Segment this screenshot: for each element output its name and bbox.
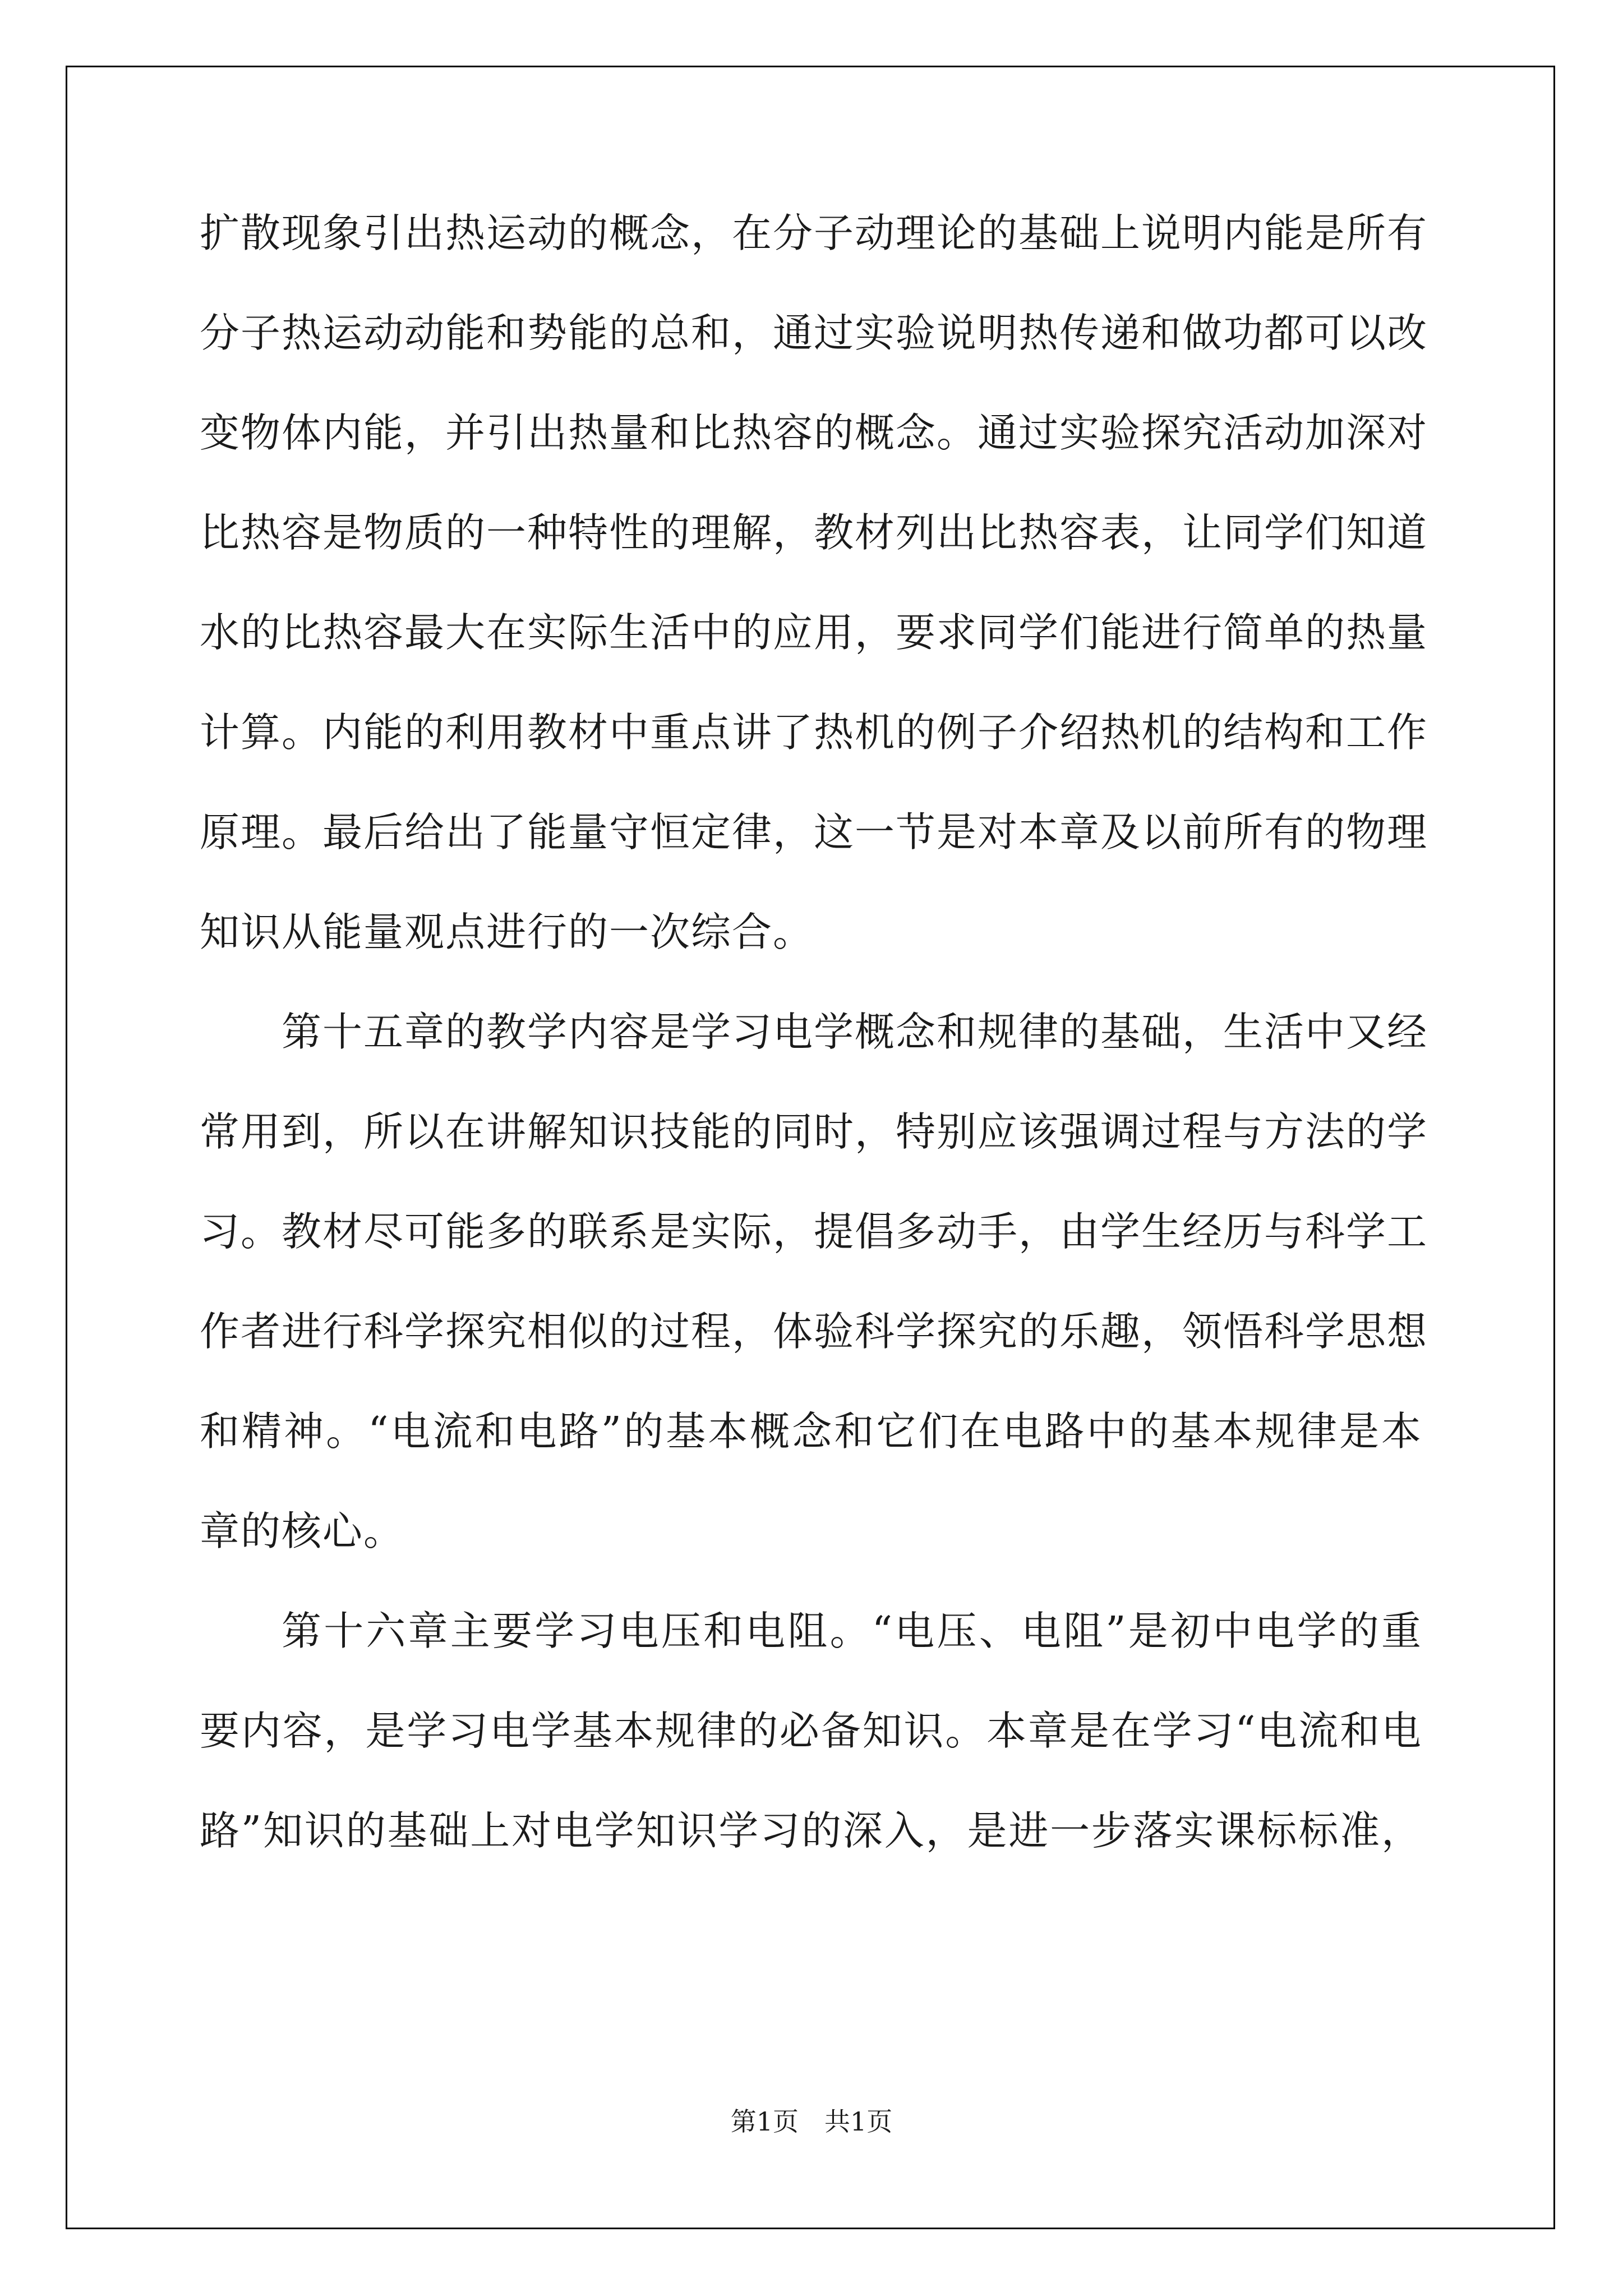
text-line: 要内容，是学习电学基本规律的必备知识。本章是在学习“电流和电 <box>200 1708 1422 1754</box>
text-line: 作者进行科学探究相似的过程，体验科学探究的乐趣，领悟科学思想 <box>200 1308 1428 1355</box>
text-line: 扩散现象引出热运动的概念，在分子动理论的基础上说明内能是所有 <box>200 210 1428 256</box>
text-line: 第十六章主要学习电压和电阻。“电压、电阻”是初中电学的重 <box>282 1608 1422 1654</box>
text-line: 章的核心。 <box>200 1508 405 1554</box>
text-line: 知识从能量观点进行的一次综合。 <box>200 909 814 955</box>
text-line: 和精神。“电流和电路”的基本概念和它们在电路中的基本规律是本 <box>200 1408 1422 1455</box>
text-line: 分子热运动动能和势能的总和，通过实验说明热传递和做功都可以改 <box>200 310 1428 356</box>
text-line: 比热容是物质的一种特性的理解，教材列出比热容表，让同学们知道 <box>200 509 1428 556</box>
text-line: 水的比热容最大在实际生活中的应用，要求同学们能进行简单的热量 <box>200 609 1428 656</box>
text-line: 原理。最后给出了能量守恒定律，这一节是对本章及以前所有的物理 <box>200 809 1428 855</box>
document-body <box>200 210 1428 1911</box>
text-line: 路”知识的基础上对电学知识学习的深入，是进一步落实课标标准， <box>200 1807 1422 1854</box>
text-line: 变物体内能，并引出热量和比热容的概念。通过实验探究活动加深对 <box>200 409 1428 456</box>
text-line: 第十五章的教学内容是学习电学概念和规律的基础，生活中又经 <box>282 1009 1428 1055</box>
page-footer: 第1页 共1页 <box>730 2106 893 2137</box>
text-line: 常用到，所以在讲解知识技能的同时，特别应该强调过程与方法的学 <box>200 1108 1428 1155</box>
text-line: 计算。内能的利用教材中重点讲了热机的例子介绍热机的结构和工作 <box>200 709 1428 756</box>
text-line: 习。教材尽可能多的联系是实际，提倡多动手，由学生经历与科学工 <box>200 1208 1428 1255</box>
